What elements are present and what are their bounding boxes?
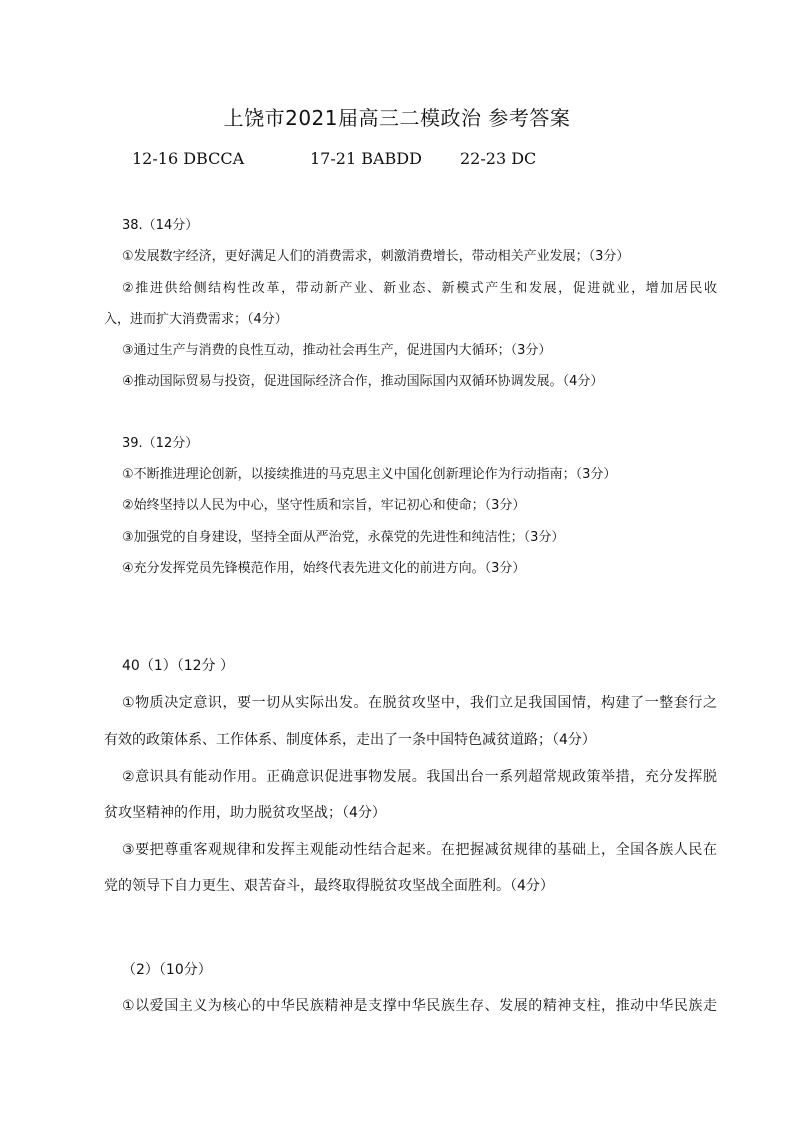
- q38-item-4: ④推动国际贸易与投资，促进国际经济合作，推动国际国内双循环协调发展。（4分）: [122, 374, 604, 389]
- answer-range: 17-21: [310, 149, 357, 168]
- answer-letters: BABDD: [361, 149, 422, 168]
- q38-item-2: ②推进供给侧结构性改革，带动新产业、新业态、新模式产生和发展，促进就业，增加居民收: [122, 281, 717, 296]
- q39-item-4: ④充分发挥党员先锋模范作用，始终代表先进文化的前进方向。（3分）: [122, 561, 526, 576]
- answer-letters: DC: [511, 149, 537, 168]
- q38-header: 38.（14分）: [122, 218, 199, 233]
- q40-part1-item-3: ③要把尊重客观规律和发挥主观能动性结合起来。在把握减贫规律的基础上，全国各族人民在: [122, 842, 717, 858]
- q39-header: 39.（12分）: [122, 436, 199, 451]
- q39-item-1: ①不断推进理论创新，以接续推进的马克思主义中国化创新理论作为行动指南；（3分）: [122, 467, 617, 482]
- q39-item-3: ③加强党的自身建设，坚持全面从严治党，永葆党的先进性和纯洁性；（3分）: [122, 530, 565, 545]
- q40-part1-item-1: ①物质决定意识，要一切从实际出发。在脱贫攻坚中，我们立足我国国情，构建了一整套行之: [122, 695, 717, 711]
- q40-part2-item-1: ①以爱国主义为核心的中华民族精神是支撑中华民族生存、发展的精神支柱，推动中华民族走: [122, 998, 717, 1014]
- answer-range: 22-23: [460, 149, 507, 168]
- q40-part1-item-2-continued: 贫攻坚精神的作用，助力脱贫攻坚战；（4分）: [104, 805, 386, 821]
- answer-group-17-21: [310, 149, 422, 168]
- answer-letters: DBCCA: [183, 149, 245, 168]
- q39-item-2: ②始终坚持以人民为中心，坚守性质和宗旨，牢记初心和使命；（3分）: [122, 498, 526, 513]
- q40-part1-item-2: ②意识具有能动作用。正确意识促进事物发展。我国出台一系列超常规政策举措，充分发挥脱: [122, 769, 717, 785]
- answer-group-12-16: [132, 149, 244, 168]
- q40-part1-item-3-continued: 党的领导下自力更生、艰苦奋斗，最终取得脱贫攻坚战全面胜利。（4分）: [104, 878, 554, 894]
- q40-part1-header: 40（1）（12分 ）: [122, 658, 234, 674]
- q40-part1-item-1-continued: 有效的政策体系、工作体系、制度体系，走出了一条中国特色减贫道路；（4分）: [104, 732, 596, 748]
- answer-range: 12-16: [132, 149, 179, 168]
- answer-group-22-23: [460, 149, 536, 168]
- q38-item-3: ③通过生产与消费的良性互动，推动社会再生产，促进国内大循环；（3分）: [122, 343, 552, 358]
- q40-part2-header: （2）（10分）: [122, 962, 212, 978]
- page-title: 上饶市2021届高三二模政治 参考答案: [223, 106, 571, 130]
- q38-item-2-continued: 入，进而扩大消费需求；（4分）: [104, 312, 288, 327]
- multiple-choice-answers: [0, 149, 794, 171]
- q38-item-1: ①发展数字经济，更好满足人们的消费需求，刺激消费增长，带动相关产业发展；（3分）: [122, 249, 630, 264]
